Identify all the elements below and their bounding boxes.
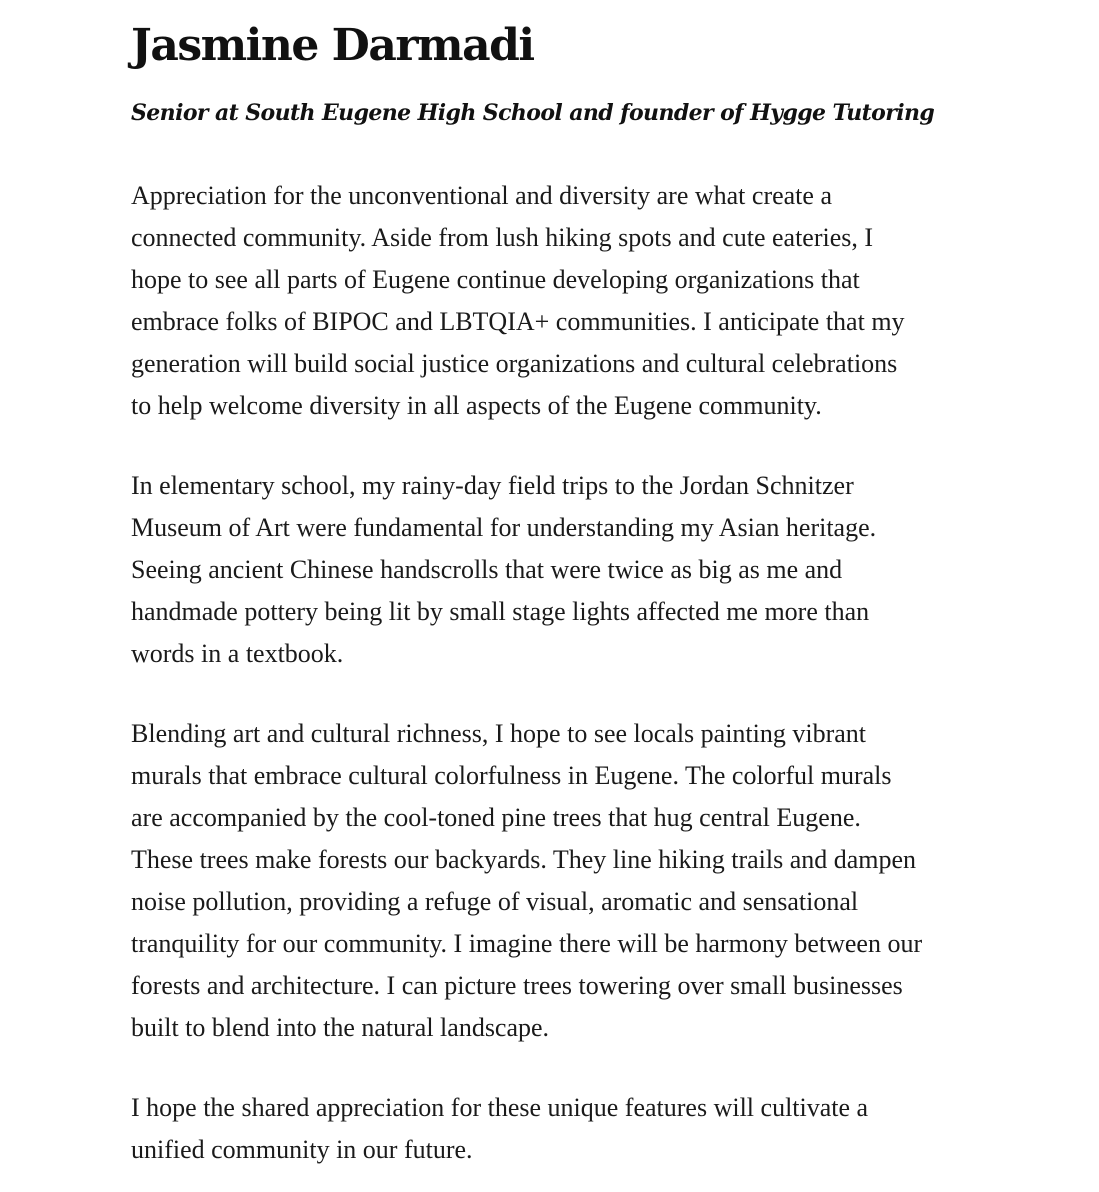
author-name: Jasmine Darmadi — [131, 20, 534, 71]
paragraph-line: These trees make forests our backyards. They line hiking trails and dampen — [131, 845, 917, 874]
paragraph-line: are accompanied by the cool-toned pine trees that hug central Eugene. — [131, 803, 861, 832]
paragraph-line: hope to see all parts of Eugene continue developing organizations that — [131, 265, 860, 294]
paragraph-line: to help welcome diversity in all aspects of the Eugene community. — [131, 391, 822, 420]
paragraph-line: I hope the shared appreciation for these unique features will cultivate a — [131, 1093, 869, 1122]
paragraph-line: Appreciation for the unconventional and diversity are what create a — [131, 181, 832, 210]
paragraph-line: Seeing ancient Chinese handscrolls that were twice as big as me and — [131, 555, 843, 584]
paragraph-line: connected community. Aside from lush hiking spots and cute eateries, I — [131, 223, 874, 252]
paragraph-line: Blending art and cultural richness, I hope to see locals painting vibrant — [131, 719, 867, 748]
paragraph-line: words in a textbook. — [131, 639, 344, 668]
paragraph-line: tranquility for our community. I imagine there will be harmony between our — [131, 929, 923, 958]
paragraph-line: forests and architecture. I can picture trees towering over small businesses — [131, 971, 903, 1000]
paragraph-line: Museum of Art were fundamental for understanding my Asian heritage. — [131, 513, 877, 542]
paragraph-2 — [131, 465, 876, 675]
paragraph-4 — [131, 1087, 868, 1171]
paragraph-3 — [131, 713, 922, 1049]
paragraph-line: handmade pottery being lit by small stage lights affected me more than — [131, 597, 870, 626]
paragraph-line: embrace folks of BIPOC and LBTQIA+ communities. I anticipate that my — [131, 307, 905, 336]
author-title: Senior at South Eugene High School and founder of Hygge Tutoring — [131, 100, 935, 126]
paragraph-line: built to blend into the natural landscape. — [131, 1013, 550, 1042]
paragraph-1 — [131, 175, 905, 427]
paragraph-line: murals that embrace cultural colorfulness in Eugene. The colorful murals — [131, 761, 892, 790]
paragraph-line: noise pollution, providing a refuge of visual, aromatic and sensational — [131, 887, 859, 916]
article-body — [131, 0, 1051, 1164]
paragraph-line: generation will build social justice organizations and cultural celebrations — [131, 349, 898, 378]
paragraph-line: In elementary school, my rainy-day field trips to the Jordan Schnitzer — [131, 471, 854, 500]
paragraph-line: unified community in our future. — [131, 1135, 473, 1164]
